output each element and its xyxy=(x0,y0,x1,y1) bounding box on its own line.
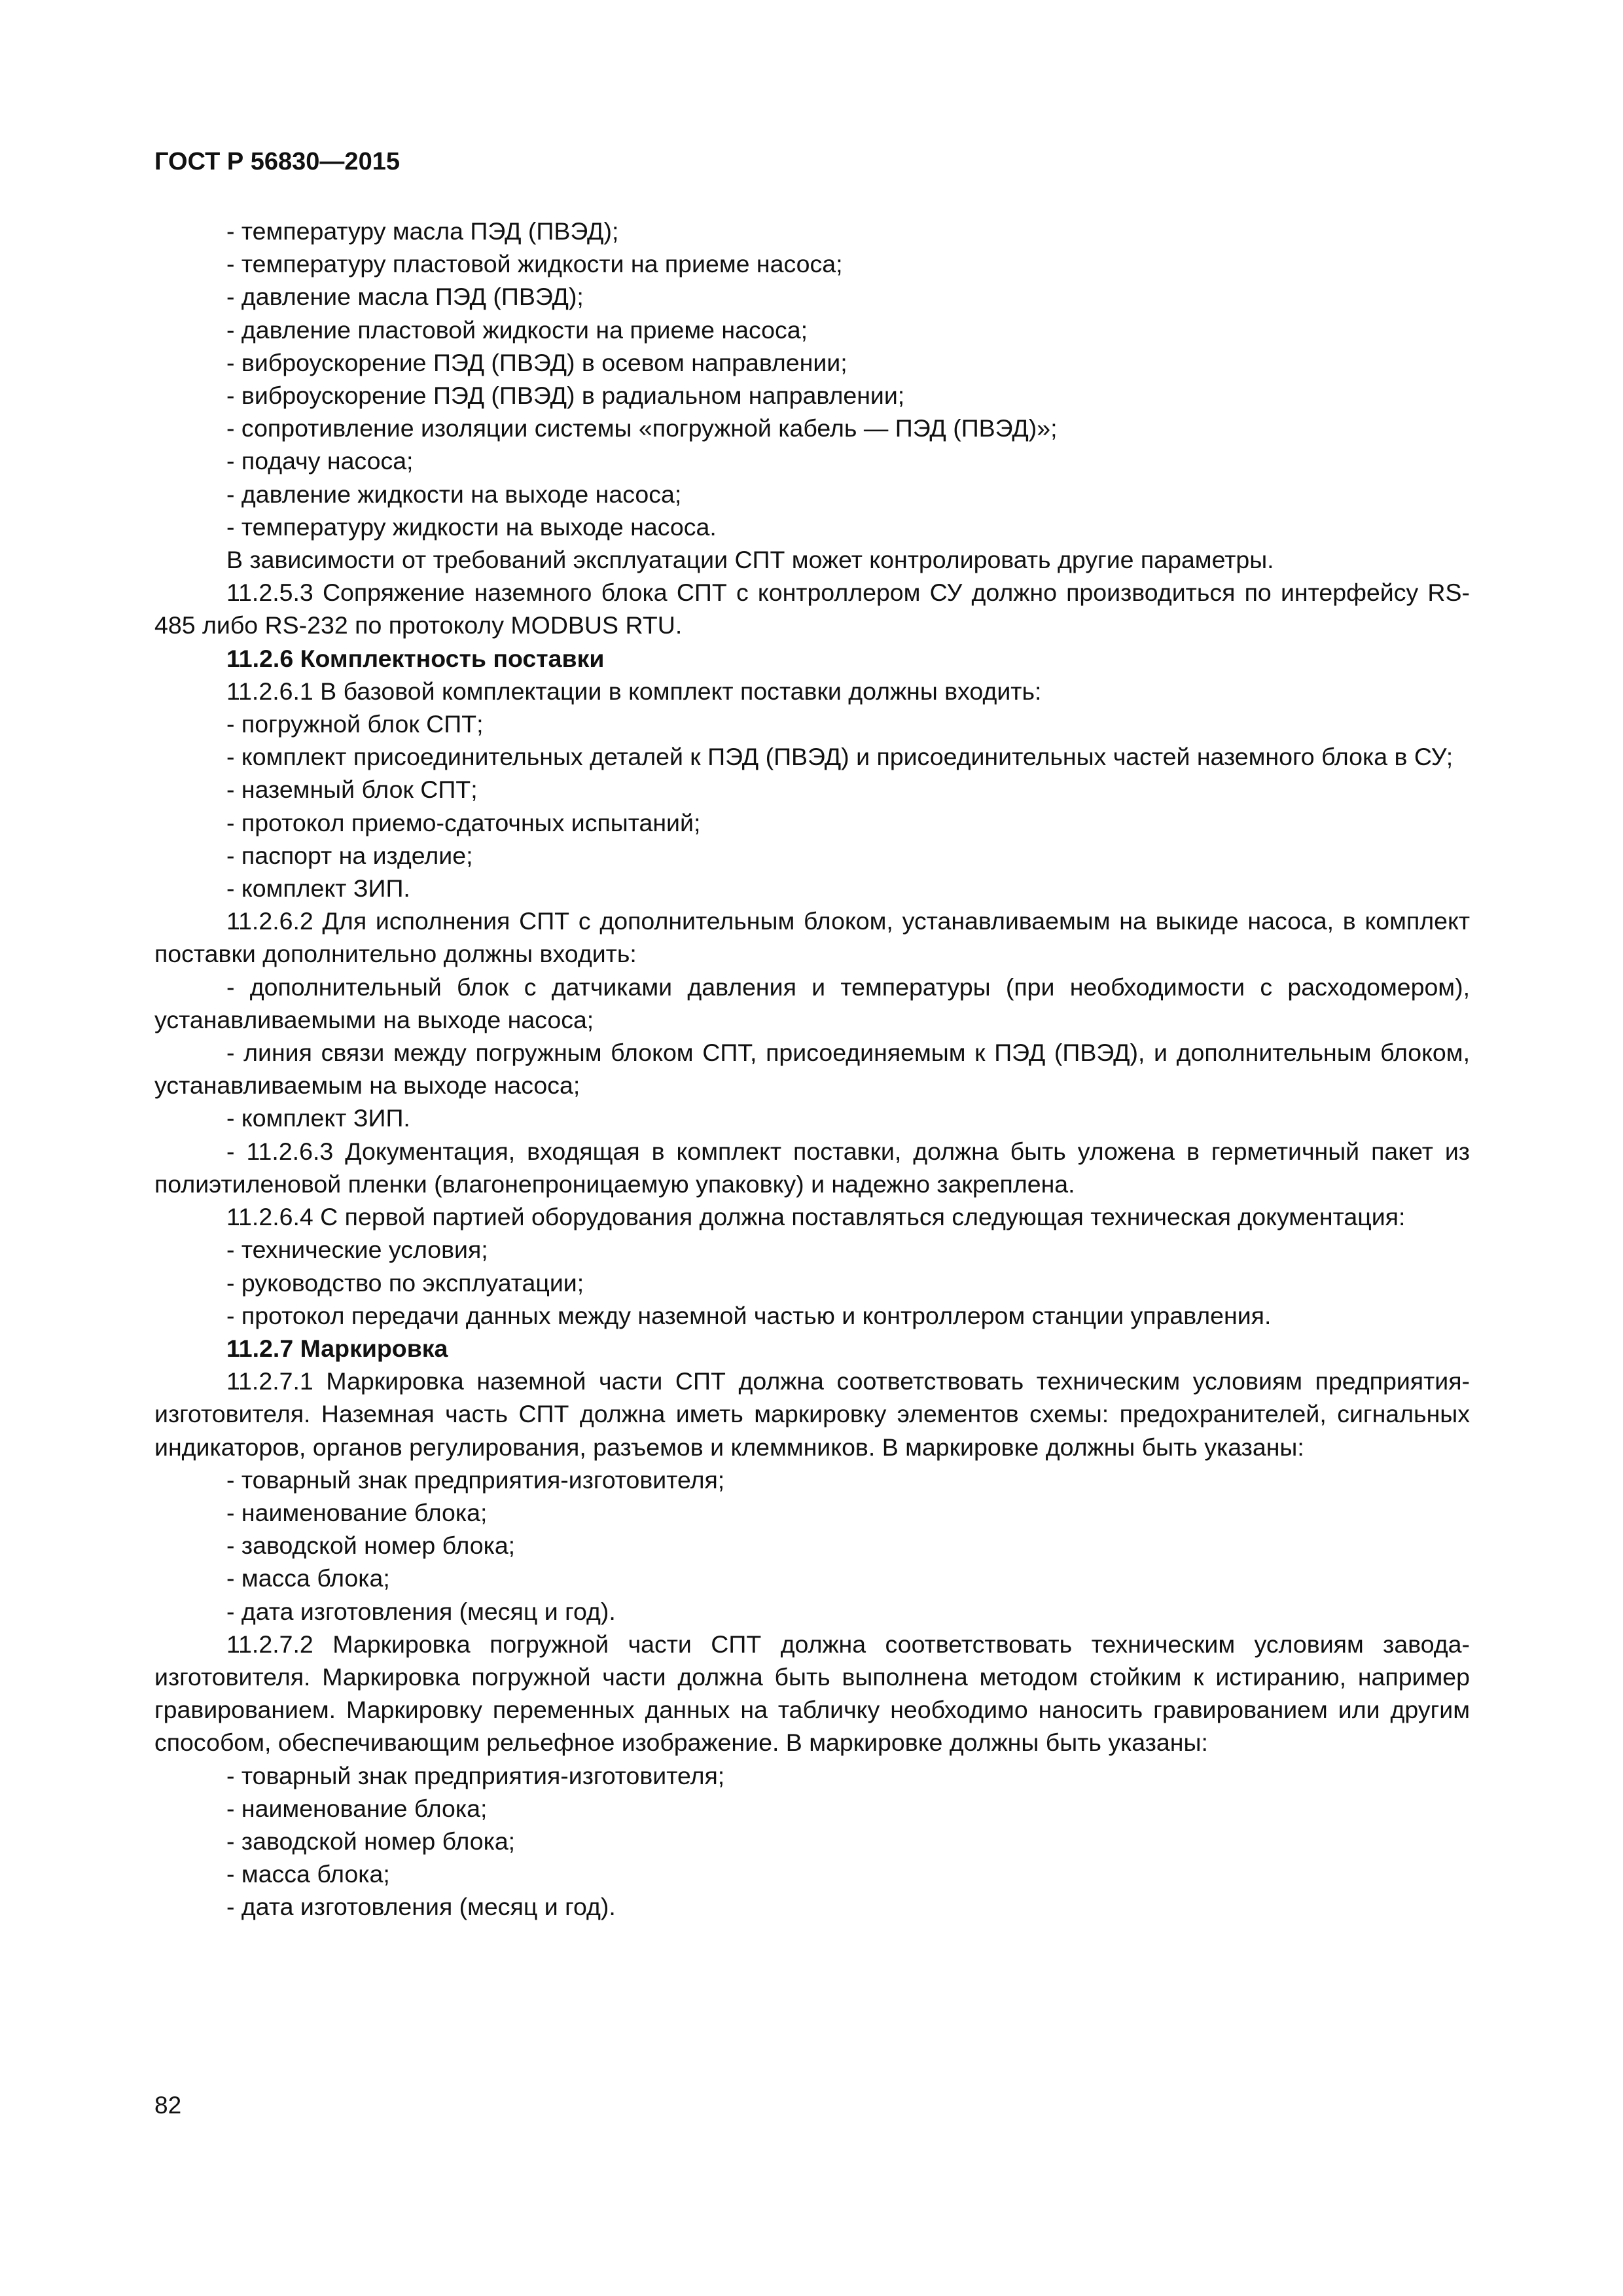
list-item: - давление пластовой жидкости на приеме насоса; xyxy=(226,315,808,344)
list-item: - температуру пластовой жидкости на приеме насоса; xyxy=(226,250,843,278)
list-item: - виброускорение ПЭД (ПВЭД) в осевом направлении; xyxy=(226,348,847,376)
list-item: - товарный знак предприятия-изготовителя; xyxy=(226,1761,725,1789)
list-item: - паспорт на изделие; xyxy=(226,841,473,869)
list-item: - масса блока; xyxy=(226,1564,390,1592)
list-item: - технические условия; xyxy=(226,1236,488,1264)
paragraph: В зависимости от требований эксплуатации СПТ может контролировать другие параметры. xyxy=(226,546,1274,574)
list-item: - давление масла ПЭД (ПВЭД); xyxy=(226,283,584,311)
list-item: - сопротивление изоляции системы «погружной кабель — ПЭД (ПВЭД)»; xyxy=(226,414,1058,442)
paragraph: 11.2.5.3 Сопряжение наземного блока СПТ с контроллером СУ должно производиться по интерфейсу RS-485 либо RS-232 по протоколу MODBUS RTU. xyxy=(154,579,1470,639)
section-heading: 11.2.7 Маркировка xyxy=(226,1334,448,1362)
list-item: - товарный знак предприятия-изготовителя; xyxy=(226,1465,725,1494)
document-body xyxy=(154,215,1470,1924)
list-item: - температуру жидкости на выходе насоса. xyxy=(226,512,717,541)
list-item: - заводской номер блока; xyxy=(226,1532,516,1560)
paragraph: - линия связи между погружным блоком СПТ, присоединяемым к ПЭД (ПВЭД), и дополнительным блоком, устанавливаемым на выходе насоса; xyxy=(154,1039,1470,1100)
list-item: - погружной блок СПТ; xyxy=(226,710,484,738)
paragraph: 11.2.6.4 С первой партией оборудования должна поставляться следующая техническая документация: xyxy=(226,1203,1406,1231)
list-item: - дата изготовления (месяц и год). xyxy=(226,1597,616,1625)
list-item: - температуру масла ПЭД (ПВЭД); xyxy=(226,217,619,245)
paragraph: 11.2.6.1 В базовой комплектации в комплект поставки должны входить: xyxy=(226,677,1042,705)
list-item: - заводской номер блока; xyxy=(226,1827,516,1855)
list-item: - комплект ЗИП. xyxy=(226,1104,410,1132)
list-item: - протокол передачи данных между наземной частью и контроллером станции управления. xyxy=(226,1301,1272,1329)
paragraph: 11.2.7.1 Маркировка наземной части СПТ должна соответствовать техническим условиям предприятия-изготовителя. Наземная часть СПТ должна иметь маркировку элементов схемы: предохранителей, сигнальных индикаторов, органов регулирования, разъемов и клеммников. В маркировке должны быть указаны: xyxy=(154,1367,1470,1461)
paragraph: - дополнительный блок с датчиками давления и температуры (при необходимости с расходомером), устанавливаемыми на выходе насоса; xyxy=(154,973,1470,1033)
paragraph: 11.2.7.2 Маркировка погружной части СПТ должна соответствовать техническим условиям завода-изготовителя. Маркировка погружной части должна быть выполнена методом стойким к истиранию, например гравированием. Маркировку переменных данных на табличку необходимо наносить гравированием или другим способом, обеспечивающим рельефное изображение. В маркировке должны быть указаны: xyxy=(154,1630,1470,1757)
list-item: - наземный блок СПТ; xyxy=(226,776,478,804)
section-heading: 11.2.6 Комплектность поставки xyxy=(226,644,605,672)
paragraph: 11.2.6.2 Для исполнения СПТ с дополнительным блоком, устанавливаемым на выкиде насоса, в комплект поставки дополнительно должны входить: xyxy=(154,907,1470,968)
list-item: - давление жидкости на выходе насоса; xyxy=(226,480,682,508)
document-header: ГОСТ Р 56830—2015 xyxy=(154,148,400,175)
list-item: - дата изготовления (месяц и год). xyxy=(226,1893,616,1921)
list-item: - подачу насоса; xyxy=(226,447,414,475)
list-item: - руководство по эксплуатации; xyxy=(226,1268,584,1297)
list-item: - наименование блока; xyxy=(226,1794,488,1822)
list-item: - наименование блока; xyxy=(226,1498,488,1526)
list-item: - виброускорение ПЭД (ПВЭД) в радиальном направлении; xyxy=(226,382,905,410)
list-item: - протокол приемо-сдаточных испытаний; xyxy=(226,808,701,836)
paragraph: - 11.2.6.3 Документация, входящая в комплект поставки, должна быть уложена в герметичный пакет из полиэтиленовой пленки (влагонепроницаемую упаковку) и надежно закреплена. xyxy=(154,1137,1470,1198)
page-number: 82 xyxy=(154,2092,182,2119)
list-item: - масса блока; xyxy=(226,1860,390,1888)
list-item: - комплект ЗИП. xyxy=(226,874,410,903)
paragraph: - комплект присоединительных деталей к ПЭД (ПВЭД) и присоединительных частей наземного блока в СУ; xyxy=(226,743,1454,771)
